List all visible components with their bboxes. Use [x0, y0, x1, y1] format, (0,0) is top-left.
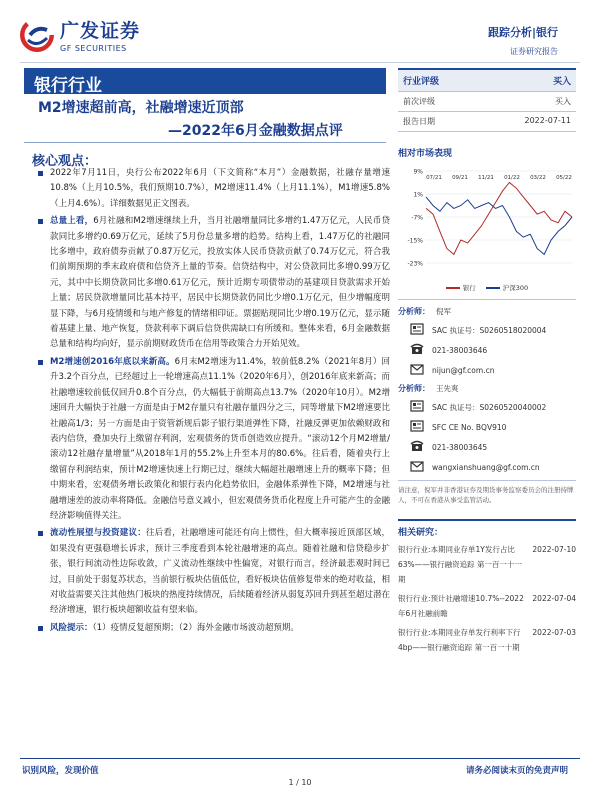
x-tick-label: 07/21 [426, 175, 442, 181]
rating-value: 买入 [552, 77, 571, 87]
report-type: 跟踪分析|银行 [487, 26, 558, 39]
prev-rating-value: 买入 [555, 97, 571, 106]
related-research-item[interactable] [398, 591, 576, 621]
analyst-contact[interactable]: wangxianshuang@gf.com.cn [432, 462, 540, 472]
related-research-date: 2022-07-03 [532, 628, 576, 637]
paragraph-lead: 总量上看， [50, 216, 94, 227]
core-views-heading: 核心观点： [32, 154, 98, 169]
paragraph-text: （1）疫情反复超预期；（2）海外金融市场波动超预期。 [92, 622, 299, 633]
analyst-name: 王先爽 [436, 384, 459, 393]
related-research-title[interactable]: 银行行业:预计社融增速10.7%--2022年6月社融前瞻 [398, 594, 524, 618]
rating-row-previous [398, 92, 576, 112]
phone-icon [408, 343, 432, 357]
y-tick-label: 9% [413, 168, 423, 176]
phone-icon [408, 440, 432, 454]
perf-chart [398, 165, 576, 292]
bullet-icon [38, 626, 43, 631]
paragraph [38, 355, 390, 524]
analyst-name-row [398, 383, 576, 394]
id-card-icon [408, 420, 432, 434]
chart-legend [398, 283, 576, 292]
y-tick-label: -15% [407, 237, 423, 245]
y-tick-label: -7% [411, 214, 423, 222]
paragraph [38, 166, 390, 212]
related-research-list [398, 542, 576, 655]
analyst-contact-row [398, 440, 576, 454]
brand-logo-icon [20, 18, 54, 52]
brand-name-cn: 广发证券 [60, 20, 141, 42]
brand-name-en: GF SECURITIES [60, 44, 127, 53]
analyst-name-row [398, 306, 576, 317]
mail-icon [408, 460, 432, 474]
report-date-label: 报告日期 [403, 117, 435, 126]
paragraph [38, 214, 390, 353]
related-research-date: 2022-07-04 [532, 594, 576, 603]
legend-label: 沪深300 [502, 284, 529, 292]
paragraph [38, 526, 390, 618]
report-date-value: 2022-07-11 [524, 116, 571, 125]
x-tick-label: 09/21 [452, 175, 468, 181]
paragraph [38, 621, 390, 636]
prev-rating-label: 前次评级 [403, 97, 435, 106]
mail-icon [408, 363, 432, 377]
report-subtype: 证券研究报告 [510, 47, 558, 56]
bullet-icon [38, 171, 43, 176]
paragraph-text: 6月末M2增速为11.4%，较前低8.2%（2021年8月）回升3.2个百分点，已经超过上一轮增速高点11.1%（2020年6月），创2016年底来新高；而社融增速较前低仅回升0.8个百分点，仍大幅低于前期高点13.7%（2020年10月）。M2增速回升大幅快于社融一方面是由于M2存量只有社融存量四分之三，同等增量下M2增速要比社融高1/3；另一方面是由于资管新规后影子银行渠道弹性下降，社融反弹更加依赖财政和表内信贷，叠加央行上缴留存利润，宏观债务的货币创造效应提升。“滚动12个月M2增量/滚动12社融存量增量”从2018年1月的55.2%上升至本月的80.6%。往后看，随着央行上缴留存利润结束，预计M2增速快速上行期已过，继续大幅超社融增速上升的概率下降；但中期来看，宏观债务增长政策化和银行表内化趋势依旧，金融体系弹性下降，M2增速与社融增速差的波动率将降低。金融信号意义减小，但宏观债务货币化程度上升可能产生的金融经济影响值得关注。 [50, 356, 391, 521]
x-tick-label: 05/22 [556, 175, 572, 181]
related-research-item[interactable] [398, 625, 576, 655]
analyst-name: 倪军 [436, 307, 451, 316]
analyst-contact: SFC CE No. BQV910 [432, 422, 507, 432]
analyst-contact[interactable]: nijun@gf.com.cn [432, 365, 495, 375]
analyst-contact-row [398, 363, 576, 377]
rating-label: 行业评级 [403, 77, 440, 87]
report-subtitle: —2022年6月金融数据点评 [168, 123, 343, 139]
rating-table [398, 68, 576, 132]
paragraph-text: 2022年7月11日，央行公布2022年6月（下文简称“本月”）金融数据，社融存量增速10.8%（上月10.5%，我们预期10.7%），M2增速11.4%（上月11.1%），M1增速5.8%（上月4.6%）。详细数据见正文图表。 [50, 168, 390, 209]
paragraph-text: 6月社融和M2增速继续上升，当月社融增量同比多增约1.47万亿元，人民币贷款同比多增约0.69万亿元，延续了5月份总量多增的趋势。结构上看，1.47万亿的社融同比多增中，政府债券贡献了0.87万亿元，投放实体人民币贷款贡献了0.74万亿元，符合我们前期预期的季末政府债和信贷齐上量的节奏。信贷结构中，对公贷款同比多增0.99万亿元，其中中长期贷款同比多增0.61万亿元，预计近期专项债带动的基建项目贷款需求开始上量；居民贷款增量同比基本持平，居民中长期贷款仍同比少增0.1万亿元，但少增幅度明显下降，与6月疫情缓和与地产修复的情绪相印证。票据贴现同比少增0.19万亿元，显示随着基建上量、地产恢复，贷款利率下调后信贷供需缺口有所缓和。整体来看，6月金融数据总量和结构均向好，显示前期财政货币在信用等政策合力开始见效。 [50, 216, 390, 350]
analyst-contact-row [398, 460, 576, 474]
id-card-icon [408, 400, 432, 414]
analyst-contact-row [398, 343, 576, 357]
y-tick-label: 1% [413, 191, 423, 199]
bullet-icon [38, 531, 43, 536]
legend-item [486, 283, 528, 292]
analyst-contact-row [398, 420, 576, 434]
sidebar [398, 68, 576, 655]
related-research-title[interactable]: 银行行业:本期同业存单发行利率下行4bp——银行融资追踪 第一百一十期 [398, 628, 521, 652]
id-card-icon [408, 323, 432, 337]
paragraph-lead: M2增速创2016年底以来新高。 [50, 356, 175, 367]
series-line-hs300 [426, 197, 572, 255]
footer-slogan: 识别风险，发现价值 [22, 766, 99, 776]
x-tick-label: 01/22 [504, 175, 520, 181]
paragraph-lead: 流动性展望与投资建议： [50, 528, 146, 539]
analyst-contact-row [398, 323, 576, 337]
paragraph-lead: 风险提示： [50, 622, 93, 633]
disclaimer-note: 请注意，倪军并非香港证券及期货事务监察委员会的注册持牌人，不可在香港从事受监管活动。 [398, 480, 576, 505]
legend-swatch [446, 287, 460, 289]
legend-item [446, 283, 476, 292]
page-header [0, 0, 600, 62]
related-research-title[interactable]: 银行行业:本期同业存单1Y发行占比63%——银行融资追踪 第一百一十一期 [398, 545, 523, 584]
footer-disclaimer: 请务必阅读末页的免责声明 [465, 766, 568, 776]
analyst-contact: 021-38003646 [432, 345, 488, 355]
analyst-contact: 021-38003645 [432, 442, 488, 452]
brand-logo [20, 16, 140, 53]
rating-row-date [398, 112, 576, 132]
perf-chart-svg [398, 165, 576, 277]
footer-divider [20, 758, 580, 759]
related-research-date: 2022-07-10 [532, 545, 576, 554]
industry-banner: 银行行业 [24, 68, 386, 94]
report-title: M2增速超前高，社融增速近顶部 [38, 100, 244, 116]
related-research-title: 相关研究： [398, 519, 576, 538]
y-tick-label: -23% [407, 260, 423, 268]
legend-swatch [486, 287, 500, 289]
title-divider [24, 142, 386, 143]
analyst-contact-row [398, 400, 576, 414]
analyst-role: 分析师： [398, 307, 430, 316]
bullet-icon [38, 360, 43, 365]
legend-label: 银行 [462, 284, 476, 292]
related-research-item[interactable] [398, 542, 576, 587]
analyst-role: 分析师： [398, 384, 430, 393]
analyst-contact: SAC 执证号：S0260518020004 [432, 325, 547, 335]
analyst-section [398, 299, 576, 474]
main-body [38, 166, 390, 638]
paragraph-text: 往后看，社融增速可能还有向上惯性，但大概率接近顶部区域，如果没有更强稳增长诉求，预计三季度看到本轮社融增速的高点。随着社融和信贷稳步扩张，银行间流动性边际收敛，广义流动性继续中性偏宽，对银行而言，经济最悲观时间已过，目前处于弱复苏状态，当前银行板块估值低位，看好板块估值修复带来的绝对收益，相对收益需要关注其他热门板块的热度持续情况，后续随着经济从弱复苏回升到甚至超过潜在经济增速，银行板块超额收益有望来临。 [50, 528, 391, 616]
x-tick-label: 03/22 [530, 175, 546, 181]
analyst-contact: SAC 执证号：S0260520040002 [432, 402, 547, 412]
page-number: 1 / 10 [288, 778, 312, 787]
header-divider [20, 62, 580, 63]
x-tick-label: 11/21 [478, 175, 494, 181]
perf-chart-title: 相对市场表现 [398, 149, 453, 159]
series-line-bank [426, 183, 572, 255]
bullet-icon [38, 219, 43, 224]
rating-row-industry [398, 70, 576, 92]
